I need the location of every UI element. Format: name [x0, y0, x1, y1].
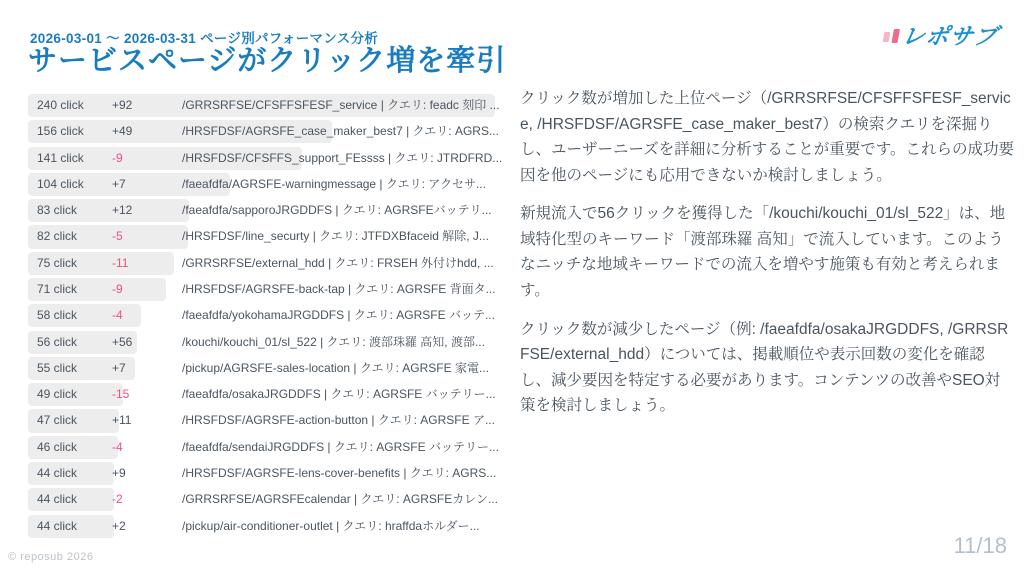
table-row: [28, 252, 495, 275]
click-count: 156 click: [37, 124, 84, 139]
page-path-query: /faeafdfa/sendaiJRGDDFS | クエリ: AGRSFE バッテリー...: [182, 439, 499, 454]
page-title: サービスページがクリック増を牽引: [28, 45, 507, 77]
page-path-query: /pickup/AGRSFE-sales-location | クエリ: AGRSFE 家電...: [182, 360, 489, 375]
page-path-query: /HRSFDSF/AGRSFE-action-button | クエリ: AGRSFE ア...: [182, 413, 495, 428]
table-row: [28, 120, 499, 143]
click-change: -9: [112, 281, 123, 296]
page-path-query: /faeafdfa/yokohamaJRGDDFS | クエリ: AGRSFE バッテ...: [182, 308, 495, 323]
table-row: [28, 304, 495, 327]
click-count: 44 click: [37, 518, 78, 533]
reposub-logo: [881, 18, 1001, 51]
click-change: -9: [112, 150, 123, 165]
click-change: -11: [112, 255, 129, 270]
click-change: -4: [112, 308, 123, 323]
click-change: -5: [112, 229, 123, 244]
page-path-query: /pickup/air-conditioner-outlet | クエリ: hraffdaホルダー...: [182, 518, 480, 533]
click-change: +7: [112, 176, 126, 191]
page-path-query: /GRRSRFSE/CFSFFSFESF_service | クエリ: feadc 刻印 ...: [182, 98, 500, 112]
table-row: [28, 357, 495, 380]
click-count: 83 click: [37, 203, 78, 218]
page-performance-table: [28, 94, 503, 541]
click-count: 55 click: [37, 360, 78, 375]
table-row: [28, 515, 495, 538]
click-count: 75 click: [37, 255, 78, 270]
click-change: +11: [112, 413, 132, 428]
click-count: 82 click: [37, 229, 78, 244]
click-change: -15: [112, 387, 130, 402]
click-count: 240 click: [37, 98, 84, 112]
report-period-subtitle: 2026-03-01 〜 2026-03-31 ページ別パフォーマンス分析: [30, 31, 379, 46]
click-change: +12: [112, 203, 133, 218]
click-count: 47 click: [37, 413, 78, 428]
click-count: 46 click: [37, 439, 78, 454]
page-path-query: /faeafdfa/osakaJRGDDFS | クエリ: AGRSFE バッテリー...: [182, 387, 496, 402]
page-path-query: /faeafdfa/sapporoJRGDDFS | クエリ: AGRSFEバッテリ...: [182, 203, 492, 218]
click-count: 71 click: [37, 281, 78, 296]
page-path-query: /kouchi/kouchi_01/sl_522 | クエリ: 渡部珠羅 高知, 渡部...: [182, 334, 485, 349]
page-number: 11/18: [953, 533, 1007, 558]
click-change: +7: [112, 360, 126, 375]
insight-paragraph: 新規流入で56クリックを獲得した「/kouchi/kouchi_01/sl_522」は、地域特化型のキーワード「渡部珠羅 高知」で流入しています。このようなニッチな地域キーワードでの流入を増やす施策も有効と考えられます。: [520, 205, 1006, 299]
table-row: [28, 225, 495, 248]
table-row: [28, 173, 495, 196]
page-path-query: /HRSFDSF/AGRSFE_case_maker_best7 | クエリ: AGRS...: [182, 124, 499, 139]
click-change: +49: [112, 124, 133, 139]
click-count: 49 click: [37, 387, 78, 402]
table-row: [28, 199, 495, 222]
click-count: 141 click: [37, 150, 84, 165]
table-row: [28, 436, 499, 459]
insights-panel: [520, 86, 1014, 432]
logo-slash-icon: [883, 32, 891, 42]
page-path-query: /HRSFDSF/AGRSFE-back-tap | クエリ: AGRSFE 背面タ...: [182, 281, 496, 296]
page-path-query: /HRSFDSF/AGRSFE-lens-cover-benefits | クエリ: AGRS...: [182, 465, 497, 480]
logo-wordmark: レポサブ: [899, 23, 1001, 49]
insight-paragraph: クリック数が増加した上位ページ（/GRRSRFSE/CFSFFSFESF_service, /HRSFDSF/AGRSFE_case_maker_best7）の検索クエリを深掘りし、ユーザーニーズを詳細に分析することが重要です。これらの成功要因を他のページにも応用できないか検討しましょう。: [520, 90, 1014, 184]
click-count: 44 click: [37, 492, 78, 507]
page-path-query: /HRSFDSF/line_securty | クエリ: JTFDXBfaceid 解除, J...: [182, 229, 489, 244]
click-change: +92: [112, 98, 133, 112]
click-change: -4: [112, 439, 123, 454]
click-count: 44 click: [37, 465, 78, 480]
page-path-query: /faeafdfa/AGRSFE-warningmessage | クエリ: アクセサ...: [182, 176, 486, 191]
table-row: [28, 331, 495, 354]
table-row: [28, 462, 495, 485]
click-change: +2: [112, 518, 126, 533]
page-path-query: /GRRSRFSE/AGRSFEcalendar | クエリ: AGRSFEカレン...: [182, 492, 498, 507]
table-row: [28, 383, 495, 406]
table-row: [28, 94, 500, 117]
logo-slash-icon: [892, 29, 900, 43]
page-path-query: /GRRSRFSE/external_hdd | クエリ: FRSEH 外付けhdd, ...: [182, 255, 494, 270]
click-change: +56: [112, 334, 133, 349]
page-path-query: /HRSFDSF/CFSFFS_support_FEssss | クエリ: JTRDFRD...: [182, 150, 503, 165]
insight-paragraph: クリック数が減少したページ（例: /faeafdfa/osakaJRGDDFS, /GRRSRFSE/external_hdd）については、掲載順位や表示回数の変化を確認し、減少要因を特定する必要があります。コンテンツの改善やSEO対策を検討しましょう。: [520, 320, 1009, 415]
click-count: 104 click: [37, 176, 84, 191]
table-row: [28, 147, 503, 170]
table-row: [28, 488, 498, 511]
table-row: [28, 409, 495, 432]
copyright: © reposub 2026: [8, 551, 94, 563]
table-row: [28, 278, 495, 301]
click-change: +9: [112, 465, 126, 480]
click-change: -2: [112, 492, 123, 507]
click-count: 56 click: [37, 334, 78, 349]
click-count: 58 click: [37, 308, 78, 323]
